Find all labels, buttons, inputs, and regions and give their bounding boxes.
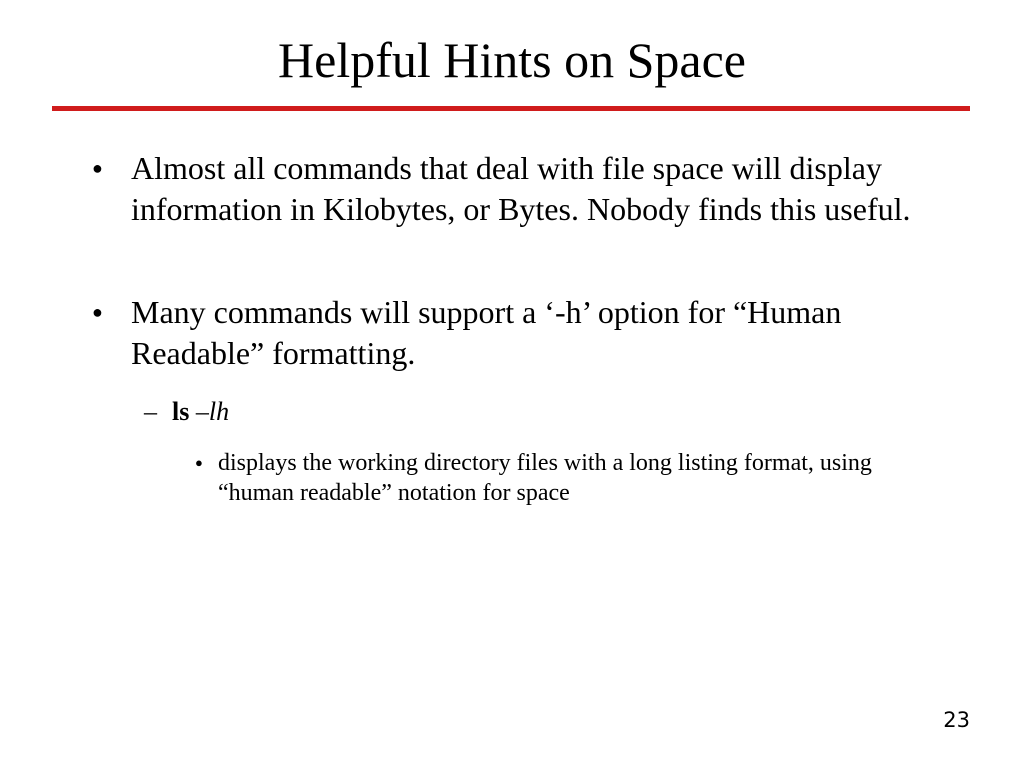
command-name: ls [172,397,190,426]
slide-title: Helpful Hints on Space [278,32,746,88]
dash-icon: – [144,397,157,426]
bullet-text: Almost all commands that deal with file space will display information in Kilobytes, or Bytes. Nobody finds this useful. [131,150,911,227]
description-text: displays the working directory files with a long listing format, using “human readable” notation for space [218,450,872,506]
bullet-icon: ● [195,455,203,470]
bullet-icon: ● [92,158,103,178]
bullet-item-human-readable [92,292,952,374]
bullet-item-file-space [92,148,952,230]
page-number: 23 [943,708,970,732]
bullet-text: Many commands will support a ‘-h’ option for “Human Readable” formatting. [131,294,842,371]
command-option: –lh [195,397,230,426]
sub-sub-bullet-description [195,448,935,508]
sub-bullet-command [144,396,229,428]
bullet-icon: ● [92,302,103,322]
